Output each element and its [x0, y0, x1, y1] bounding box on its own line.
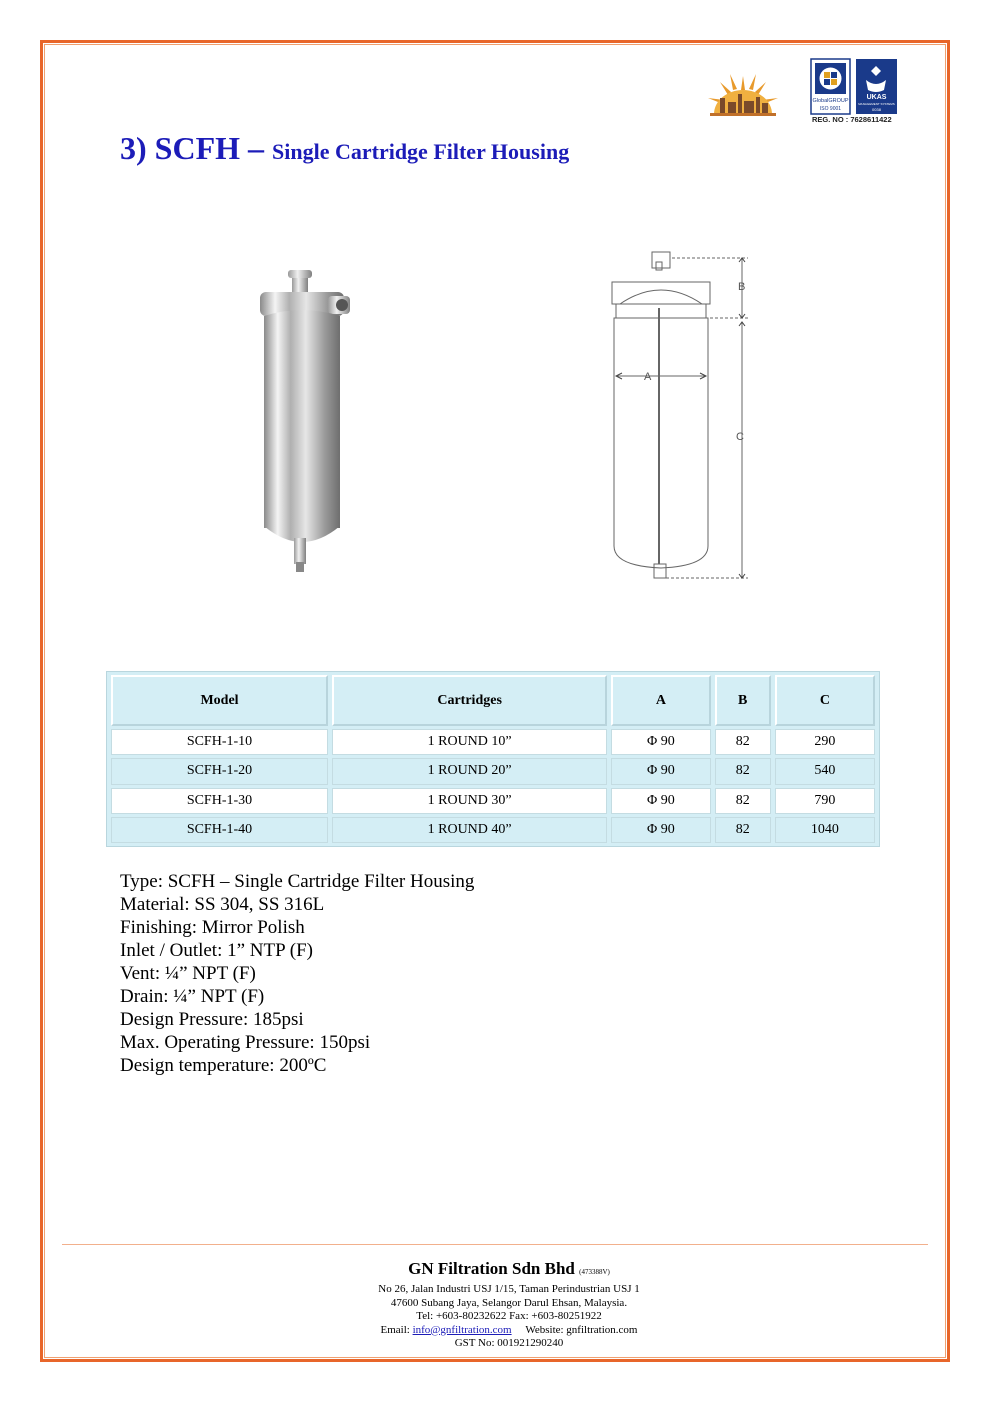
spec-type: Type: SCFH – Single Cartridge Filter Housing [120, 871, 475, 892]
cell-model: SCFH-1-30 [111, 788, 328, 814]
cell-b: 82 [715, 758, 771, 784]
spec-operating-pressure: Max. Operating Pressure: 150psi [120, 1032, 371, 1053]
spec-vent: Vent: ¼” NPT (F) [120, 963, 256, 984]
table-row [111, 729, 875, 755]
footer-contact [62, 1324, 956, 1338]
specification-table [106, 671, 880, 847]
ukas-sub-text: MANAGEMENT SYSTEMS [858, 102, 895, 106]
footer-divider [62, 1244, 928, 1245]
table-row [111, 758, 875, 784]
footer-gst: GST No: 001921290240 [454, 1337, 564, 1349]
spec-material: Material: SS 304, SS 316L [120, 894, 325, 915]
cell-b: 82 [715, 817, 771, 843]
cell-cartridges: 1 ROUND 20” [332, 758, 607, 784]
email-label: Email: [380, 1323, 413, 1336]
title-main: 3) SCFH – [120, 130, 272, 166]
cell-c: 540 [775, 758, 875, 784]
cell-model: SCFH-1-20 [111, 758, 328, 784]
cell-b: 82 [715, 788, 771, 814]
footer [62, 1258, 956, 1351]
page-title [120, 130, 569, 167]
footer-address-line-1: No 26, Jalan Industri USJ 1/15, Taman Perindustrian USJ 1 [378, 1283, 640, 1295]
dimension-label-b: B [738, 281, 746, 293]
cell-c: 290 [775, 729, 875, 755]
company-logo-icon [700, 68, 786, 118]
ukas-text: UKAS [866, 94, 887, 101]
cell-a: Φ 90 [611, 788, 710, 814]
global-group-text: GlobalGROUP [812, 98, 849, 104]
spec-finishing: Finishing: Mirror Polish [120, 917, 305, 938]
table-row [111, 817, 875, 843]
cell-c: 1040 [775, 817, 875, 843]
email-link[interactable]: info@gnfiltration.com [412, 1323, 512, 1336]
cell-a: Φ 90 [611, 758, 710, 784]
registration-number: REG. NO : 7628611422 [812, 115, 892, 124]
ukas-number: 0038 [872, 107, 881, 112]
header-model: Model [111, 675, 328, 726]
cell-a: Φ 90 [611, 729, 710, 755]
specification-list [120, 870, 474, 1077]
dimension-label-c: C [736, 431, 744, 443]
company-name: GN Filtration Sdn Bhd [408, 1259, 575, 1278]
iso-text: ISO 9001 [819, 106, 842, 112]
company-reg-number: (473388V) [579, 1268, 610, 1276]
cell-cartridges: 1 ROUND 30” [332, 788, 607, 814]
spec-design-pressure: Design Pressure: 185psi [120, 1009, 304, 1030]
header-a: A [611, 675, 710, 726]
footer-phone: Tel: +603-80232622 Fax: +603-80251922 [416, 1310, 602, 1322]
website-text: Website: gnfiltration.com [525, 1323, 638, 1336]
footer-address-line-2: 47600 Subang Jaya, Selangor Darul Ehsan, Malaysia. [390, 1296, 628, 1309]
cell-c: 790 [775, 788, 875, 814]
spec-design-temperature: Design temperature: 200ºC [120, 1055, 327, 1076]
cell-cartridges: 1 ROUND 40” [332, 817, 607, 843]
certification-logo-icon [810, 58, 898, 116]
cell-b: 82 [715, 729, 771, 755]
header-cartridges: Cartridges [332, 675, 607, 726]
title-sub: Single Cartridge Filter Housing [272, 139, 570, 164]
cell-cartridges: 1 ROUND 10” [332, 729, 607, 755]
footer-company [62, 1258, 956, 1283]
dimension-drawing [600, 248, 770, 586]
cell-a: Φ 90 [611, 817, 710, 843]
dimension-label-a: A [644, 371, 652, 383]
cell-model: SCFH-1-10 [111, 729, 328, 755]
header-b: B [715, 675, 771, 726]
filter-housing-photo [250, 268, 360, 578]
table-header-row [111, 675, 875, 726]
cell-model: SCFH-1-40 [111, 817, 328, 843]
header-c: C [775, 675, 875, 726]
spec-inlet-outlet: Inlet / Outlet: 1” NTP (F) [120, 940, 313, 961]
table-row [111, 788, 875, 814]
spec-drain: Drain: ¼” NPT (F) [120, 986, 265, 1007]
